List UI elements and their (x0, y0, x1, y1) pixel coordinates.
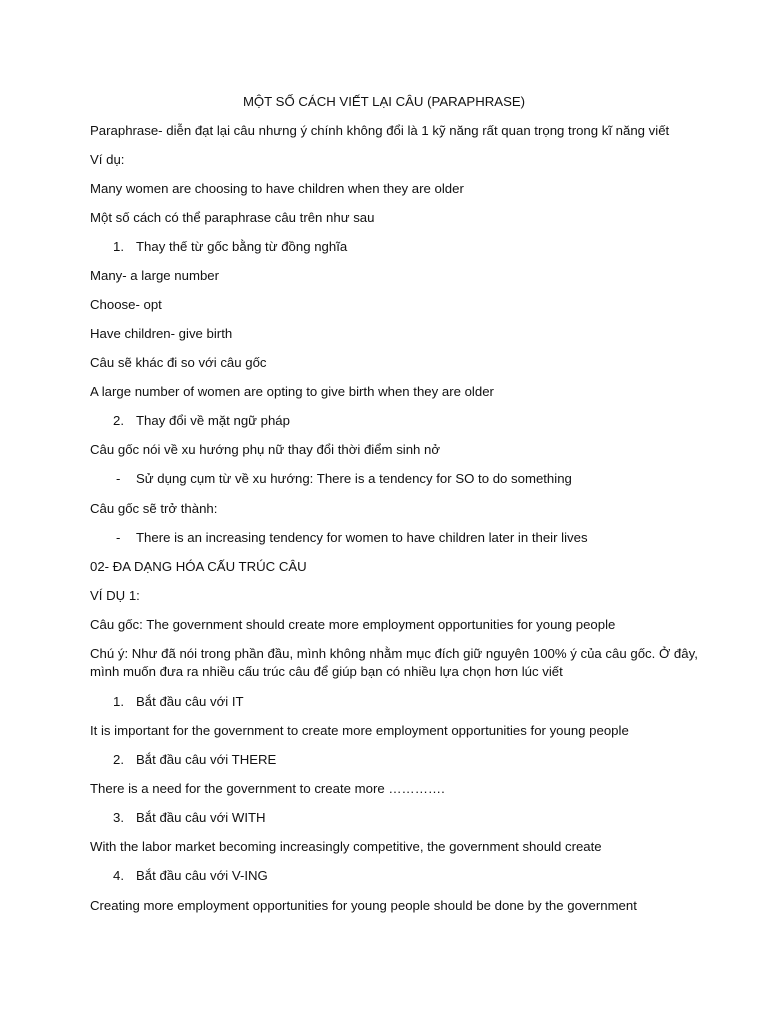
original-sentence: Câu gốc: The government should create more employment opportunities for young people (90, 617, 616, 632)
example-sentence: Many women are choosing to have children when they are older (90, 181, 464, 196)
example-1-label: VÍ DỤ 1: (90, 588, 140, 603)
list-number: 3. (113, 810, 124, 825)
after-synonym-note: Câu sẽ khác đi so với câu gốc (90, 355, 267, 370)
document-title: MỘT SỐ CÁCH VIẾT LẠI CÂU (PARAPHRASE) (242, 94, 526, 109)
methods-intro: Một số cách có thể paraphrase câu trên như sau (90, 210, 375, 225)
structure-1-heading: Bắt đầu câu với IT (136, 694, 244, 709)
synonym-line: Have children- give birth (90, 326, 233, 341)
structure-2-example: There is a need for the government to create more …………. (90, 781, 445, 796)
list-number: 1. (113, 239, 124, 254)
method-1-heading: Thay thế từ gốc bằng từ đồng nghĩa (136, 239, 348, 254)
list-number: 2. (113, 413, 124, 428)
list-number: 4. (113, 868, 124, 883)
becomes-label: Câu gốc sẽ trở thành: (90, 501, 218, 516)
method-2-heading: Thay đổi về mặt ngữ pháp (136, 413, 290, 428)
synonym-line: Choose- opt (90, 297, 162, 312)
structure-2-heading: Bắt đầu câu với THERE (136, 752, 277, 767)
bullet-dash: - (116, 471, 121, 486)
structure-4-heading: Bắt đầu câu với V-ING (136, 868, 268, 883)
grammar-note: Câu gốc nói về xu hướng phụ nữ thay đổi thời điểm sinh nở (90, 442, 441, 457)
structure-1-example: It is important for the government to create more employment opportunities for young people (90, 723, 629, 738)
note-line: mình muốn đưa ra nhiều cấu trúc câu để giúp bạn có nhiều lựa chọn hơn lúc viết (90, 664, 563, 679)
list-number: 2. (113, 752, 124, 767)
synonym-line: Many- a large number (90, 268, 220, 283)
intro-paragraph: Paraphrase- diễn đạt lại câu nhưng ý chính không đổi là 1 kỹ năng rất quan trọng trong kĩ năng viết (90, 123, 670, 138)
bullet-item: Sử dụng cụm từ về xu hướng: There is a tendency for SO to do something (136, 471, 572, 486)
bullet-dash: - (116, 530, 121, 545)
structure-3-heading: Bắt đầu câu với WITH (136, 810, 266, 825)
bullet-item: There is an increasing tendency for women to have children later in their lives (136, 530, 588, 545)
list-number: 1. (113, 694, 124, 709)
structure-3-example: With the labor market becoming increasingly competitive, the government should create (90, 839, 602, 854)
structure-4-example: Creating more employment opportunities for young people should be done by the government (90, 898, 637, 913)
example-label: Ví dụ: (90, 152, 125, 167)
note-line: Chú ý: Như đã nói trong phần đầu, mình không nhằm mục đích giữ nguyên 100% ý của câu gốc. Ở đây, (90, 646, 698, 661)
section-2-heading: 02- ĐA DẠNG HÓA CẤU TRÚC CÂU (90, 559, 307, 574)
rewritten-sentence-1: A large number of women are opting to give birth when they are older (90, 384, 494, 399)
